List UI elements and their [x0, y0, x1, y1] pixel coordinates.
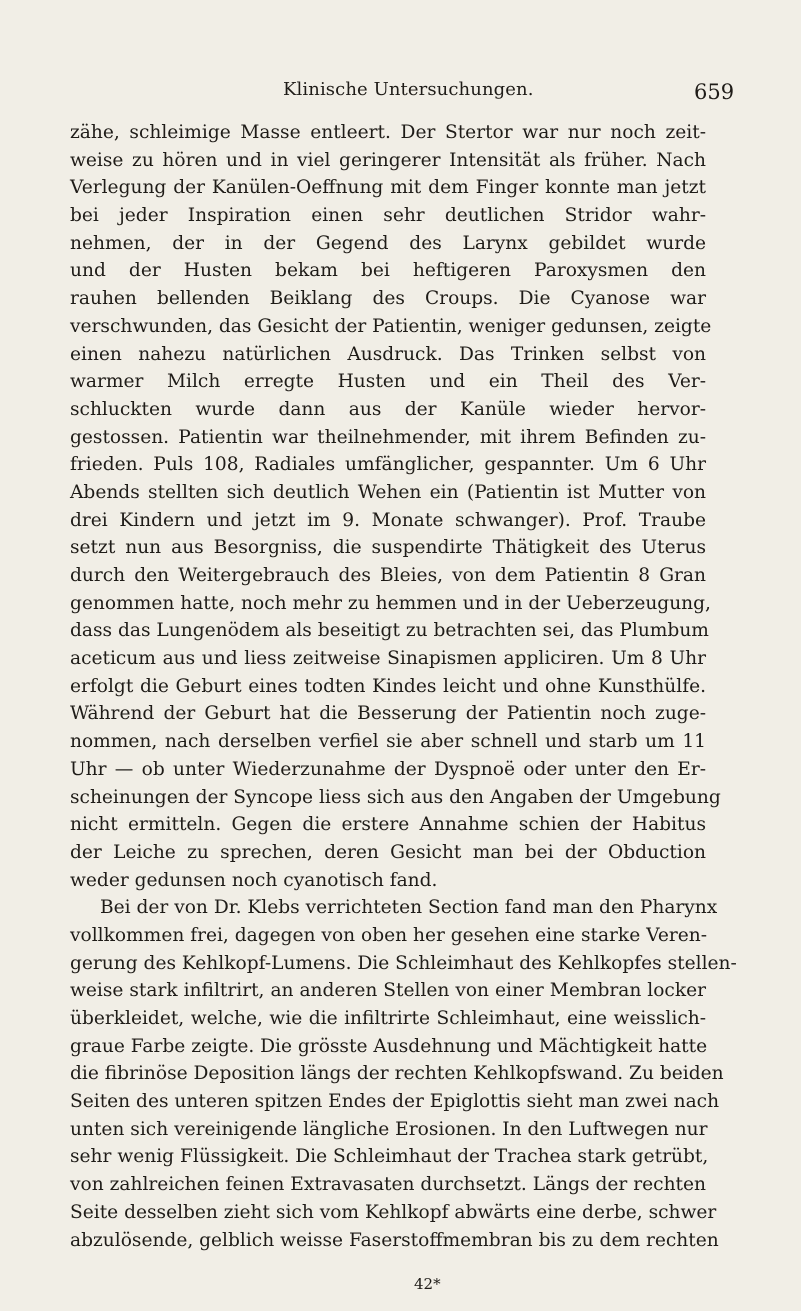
text-line: und der Husten bekam bei heftigeren Paroxysmen den	[70, 260, 706, 282]
text-line: Seite desselben zieht sich vom Kehlkopf abwärts eine derbe, schwer	[70, 1201, 717, 1223]
text-line: nicht ermitteln. Gegen die erstere Annahme schien der Habitus	[70, 814, 706, 836]
text-line: weise zu hören und in viel geringerer Intensität als früher. Nach	[70, 149, 706, 171]
text-line: erfolgt die Geburt eines todten Kindes leicht und ohne Kunsthülfe.	[70, 675, 706, 697]
page-number: 659	[694, 80, 735, 104]
text-line: Uhr — ob unter Wiederzunahme der Dyspnoë oder unter den Er-	[70, 758, 706, 780]
text-line: weder gedunsen noch cyanotisch fand.	[70, 869, 438, 891]
running-head	[0, 78, 801, 108]
text-line: scheinungen der Syncope liess sich aus den Angaben der Umgebung	[70, 786, 721, 808]
text-line: warmer Milch erregte Husten und ein Theil des Ver-	[70, 371, 706, 393]
text-line: Während der Geburt hat die Besserung der Patientin noch zuge-	[70, 703, 706, 725]
text-line: sehr wenig Flüssigkeit. Die Schleimhaut der Trachea stark getrübt,	[70, 1146, 709, 1168]
text-line: rauhen bellenden Beiklang des Croups. Die Cyanose war	[70, 288, 706, 310]
text-line: einen nahezu natürlichen Ausdruck. Das Trinken selbst von	[70, 343, 706, 365]
text-line: Seiten des unteren spitzen Endes der Epiglottis sieht man zwei nach	[70, 1091, 720, 1113]
text-line: der Leiche zu sprechen, deren Gesicht man bei der Obduction	[70, 841, 706, 863]
text-line: überkleidet, welche, wie die infiltrirte Schleimhaut, eine weisslich-	[70, 1008, 706, 1029]
text-line: graue Farbe zeigte. Die grösste Ausdehnung und Mächtigkeit hatte	[70, 1035, 708, 1057]
text-line: drei Kindern und jetzt im 9. Monate schwanger). Prof. Traube	[70, 509, 706, 531]
text-line: aceticum aus und liess zeitweise Sinapismen appliciren. Um 8 Uhr	[70, 648, 706, 670]
printer-signature-mark: 42*	[414, 1275, 441, 1293]
text-line: gerung des Kehlkopf-Lumens. Die Schleimhaut des Kehlkopfes stellen-	[70, 952, 737, 974]
text-line: vollkommen frei, dagegen von oben her gesehen eine starke Veren-	[70, 924, 707, 946]
text-line: nommen, nach derselben verfiel sie aber schnell und starb um 11	[70, 731, 706, 753]
text-line: unten sich vereinigende längliche Erosionen. In den Luftwegen nur	[70, 1118, 708, 1140]
text-line: setzt nun aus Besorgniss, die suspendirte Thätigkeit des Uterus	[70, 537, 706, 559]
text-line: weise stark infiltrirt, an anderen Stellen von einer Membran locker	[70, 980, 706, 1002]
text-line: frieden. Puls 108, Radiales umfänglicher, gespannter. Um 6 Uhr	[70, 454, 706, 476]
text-line: durch den Weitergebrauch des Bleies, von dem Patientin 8 Gran	[70, 565, 706, 586]
text-line: zähe, schleimige Masse entleert. Der Stertor war nur noch zeit-	[70, 122, 706, 143]
body-text	[70, 119, 737, 1254]
text-line: schluckten wurde dann aus der Kanüle wieder hervor-	[70, 398, 706, 420]
text-line: Bei der von Dr. Klebs verrichteten Section fand man den Pharynx	[100, 897, 718, 919]
text-line: die fibrinöse Deposition längs der rechten Kehlkopfswand. Zu beiden	[70, 1063, 724, 1085]
text-line: dass das Lungenödem als beseitigt zu betrachten sei, das Plumbum	[70, 620, 709, 642]
text-line: Abends stellten sich deutlich Wehen ein (Patientin ist Mutter von	[70, 481, 706, 503]
text-line: verschwunden, das Gesicht der Patientin, weniger gedunsen, zeigte	[70, 315, 712, 337]
text-line: bei jeder Inspiration einen sehr deutlichen Stridor wahr-	[70, 205, 706, 227]
text-line: genommen hatte, noch mehr zu hemmen und in der Ueberzeugung,	[70, 592, 711, 614]
text-line: gestossen. Patientin war theilnehmender, mit ihrem Befinden zu-	[70, 426, 706, 448]
text-line: Verlegung der Kanülen-Oeffnung mit dem Finger konnte man jetzt	[70, 177, 706, 199]
running-title: Klinische Untersuchungen.	[283, 79, 534, 100]
text-line: abzulösende, gelblich weisse Faserstoffmembran bis zu dem rechten	[70, 1229, 719, 1251]
text-line: von zahlreichen feinen Extravasaten durchsetzt. Längs der rechten	[70, 1174, 706, 1196]
text-line: nehmen, der in der Gegend des Larynx gebildet wurde	[70, 232, 706, 254]
